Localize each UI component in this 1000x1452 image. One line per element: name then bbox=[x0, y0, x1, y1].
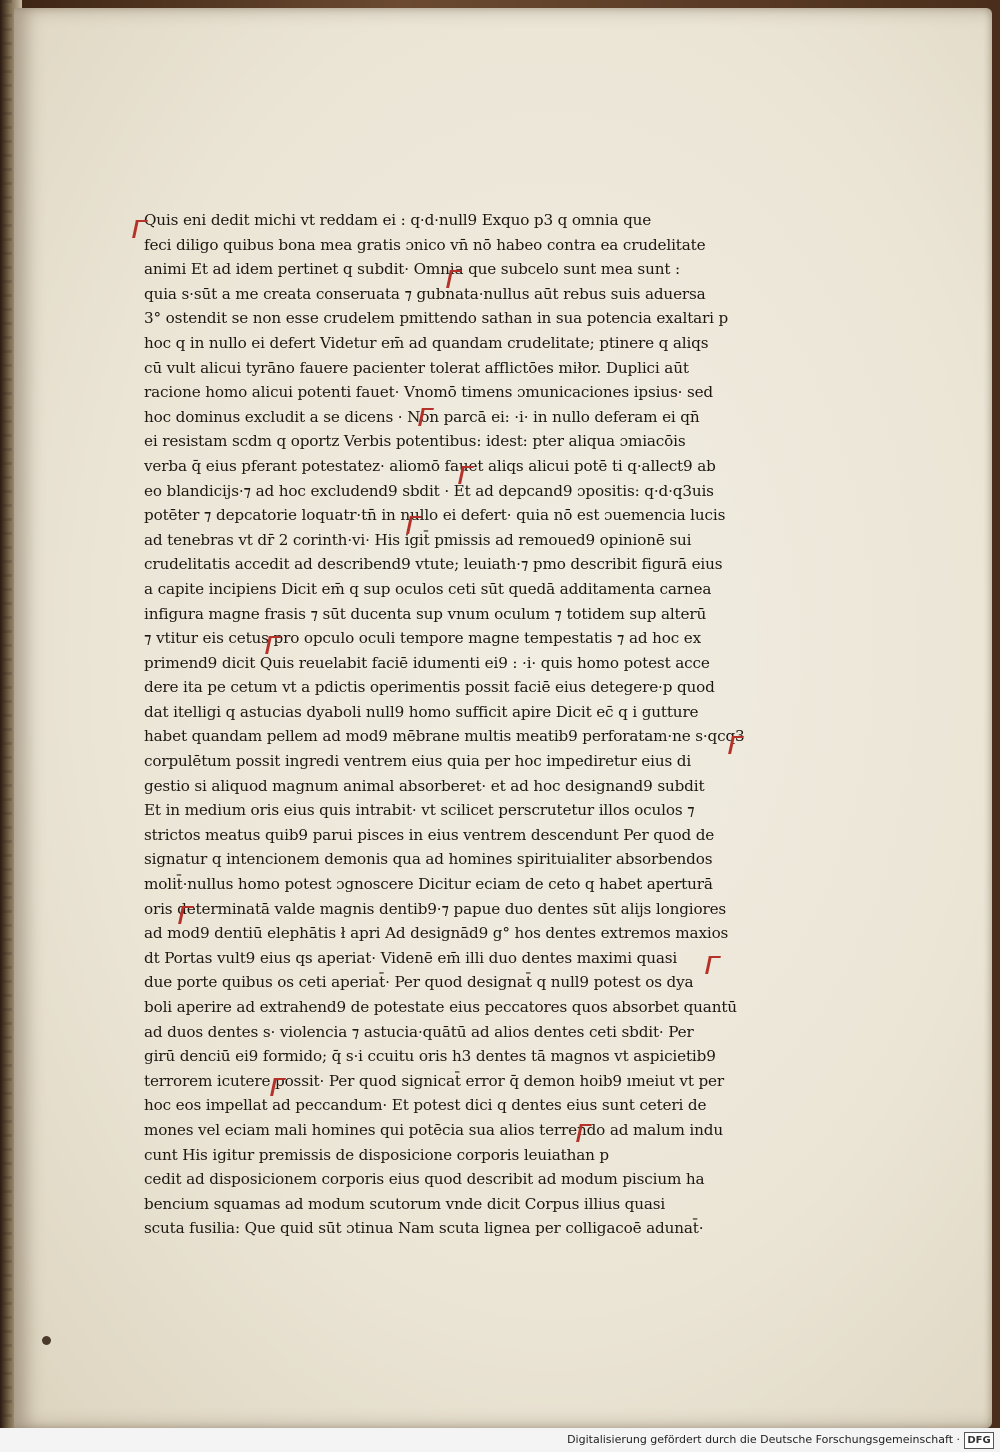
dfg-logo: DFG bbox=[964, 1432, 994, 1449]
text-line: Et in medium oris eius quis intrabit· vt scilicet perscrutetur illos oculos ⁊ bbox=[144, 801, 695, 820]
text-line: Quis eni dedit michi vt reddam ei : q·d·null9 Exquo p3 q omnia que bbox=[144, 211, 652, 229]
text-line: mones vel eciam mali homines qui potēcia sua alios terrendo ad malum indu bbox=[144, 1120, 723, 1139]
footer-bar bbox=[0, 1428, 1000, 1452]
text-line: ad tenebras vt dr̄ 2 corinth·vi· His igit̄ pmissis ad remoued9 opinionē sui bbox=[144, 530, 692, 549]
text-line: cunt His igitur premissis de disposicione corporis leuiathan p bbox=[144, 1145, 609, 1164]
adjacent-page-edge bbox=[2, 0, 12, 1428]
text-line: hoc dominus excludit a se dicens · Non parcā ei: ·i· in nullo deferam ei qn̄ bbox=[144, 407, 700, 426]
text-line: habet quandam pellem ad mod9 mēbrane multis meatib9 perforatam·ne s·qcq3 bbox=[144, 727, 745, 746]
text-line: terrorem icutere possit· Per quod signicat̄ error q̄ demon hoib9 ımeiut vt per bbox=[144, 1071, 724, 1090]
text-line: crudelitatis accedit ad describend9 vtute; leuiath·⁊ pmo describit figurā eius bbox=[144, 555, 723, 574]
text-line: potēter ⁊ depcatorie loquatr·tn̄ in nullo ei defert· quia nō est ɔuemencia lucis bbox=[144, 506, 726, 525]
text-line: hoc eos impellat ad peccandum· Et potest dici q dentes eius sunt ceteri de bbox=[144, 1096, 707, 1115]
text-line: strictos meatus quib9 parui pisces in eius ventrem descendunt Per quod de bbox=[144, 825, 715, 844]
text-line: ⁊ vtitur eis cetus pro opculo oculi tempore magne tempestatis ⁊ ad hoc ex bbox=[144, 629, 702, 648]
text-line: feci diligo quibus bona mea gratis ɔnico vn̄ nō habeo contra ea crudelitate bbox=[144, 235, 706, 254]
text-line: a capite incipiens Dicit em̄ q sup oculos ceti sūt quedā additamenta carnea bbox=[144, 579, 712, 598]
text-line: ad duos dentes s· violencia ⁊ astucia·quātū ad alios dentes ceti sbdit· Per bbox=[144, 1022, 694, 1041]
text-line: boli aperire ad extrahend9 de potestate eius peccatores quos absorbet quantū bbox=[144, 998, 737, 1016]
text-line: dere ita pe cetum vt a pdictis operimentis possit faciē eius detegere·p quod bbox=[144, 678, 715, 697]
text-line: corpulētum possit ingredi ventrem eius quia per hoc impediretur eius di bbox=[144, 752, 692, 771]
text-line: molit̄·nullus homo potest ɔgnoscere Dicitur eciam de ceto q habet aperturā bbox=[144, 875, 713, 894]
text-line: cū vult alicui tyrāno fauere pacienter tolerat afflictōes miłor. Duplici aūt bbox=[144, 358, 689, 377]
dfg-credit-text: Digitalisierung gefördert durch die Deutsche Forschungsgemeinschaft · bbox=[567, 1433, 960, 1446]
text-line: girū denciū ei9 formido; q̄ s·i ccuitu oris h3 dentes tā magnos vt aspicietib9 bbox=[144, 1047, 716, 1066]
text-line: verba q̄ eius pferant potestatez· aliomō fauet aliqs alicui potē ti q·allect9 ab bbox=[144, 456, 716, 475]
text-line: primend9 dicit Quis reuelabit faciē idumenti ei9 : ·i· quis homo potest acce bbox=[144, 653, 710, 672]
binding-hole bbox=[42, 1336, 51, 1345]
text-line: signatur q intencionem demonis qua ad homines spirituialiter absorbendos bbox=[144, 850, 713, 869]
text-line: dt Portas vult9 eius qs aperiat· Videnē em̄ illi duo dentes maximi quasi bbox=[144, 948, 678, 967]
text-line: hoc q in nullo ei defert Videtur em̄ ad quandam crudelitate; ptinere q aliqs bbox=[144, 333, 709, 352]
text-line: due porte quibus os ceti aperiat̄· Per quod designat̄ q null9 potest os dya bbox=[144, 973, 694, 992]
text-line: dat itelligi q astucias dyaboli null9 homo sufficit apire Dicit ec̄ q i gutture bbox=[144, 702, 699, 721]
text-line: bencium squamas ad modum scutorum vnde dicit Corpus illius quasi bbox=[144, 1194, 666, 1213]
text-column bbox=[144, 208, 784, 1241]
text-line: scuta fusilia: Que quid sūt ɔtinua Nam scuta lignea per colligacoē adunat̄· bbox=[144, 1219, 704, 1238]
text-line: quia s·sūt a me creata conseruata ⁊ gubnata·nullus aūt rebus suis aduersa bbox=[144, 284, 706, 303]
text-line: 3° ostendit se non esse crudelem pmittendo sathan in sua potencia exaltari p bbox=[144, 309, 729, 328]
text-line: cedit ad disposicionem corporis eius quod describit ad modum piscium ha bbox=[144, 1170, 705, 1189]
text-line: oris determinatā valde magnis dentib9·⁊ papue duo dentes sūt alijs longiores bbox=[144, 899, 727, 918]
text-line: infigura magne frasis ⁊ sūt ducenta sup vnum oculum ⁊ totidem sup alterū bbox=[144, 604, 707, 623]
text-line: ei resistam scdm q oportz Verbis potentibus: idest: pter aliqua ɔmiacōis bbox=[144, 432, 686, 451]
text-line: eo blandicijs·⁊ ad hoc excludend9 sbdit · Et ad depcand9 ɔpositis: q·d·q3uis bbox=[144, 481, 714, 500]
text-line: animi Et ad idem pertinet q subdit· Omnia que subcelo sunt mea sunt : bbox=[144, 260, 680, 279]
text-line: gestio si aliquod magnum animal absorberet· et ad hoc designand9 subdit bbox=[144, 776, 705, 795]
text-line: ad mod9 dentiū elephātis ł apri Ad designād9 g° hos dentes extremos maxios bbox=[144, 924, 729, 943]
text-line: racione homo alicui potenti fauet· Vnomō timens ɔmunicaciones ipsius· sed bbox=[144, 383, 714, 402]
manuscript-page bbox=[14, 8, 992, 1428]
